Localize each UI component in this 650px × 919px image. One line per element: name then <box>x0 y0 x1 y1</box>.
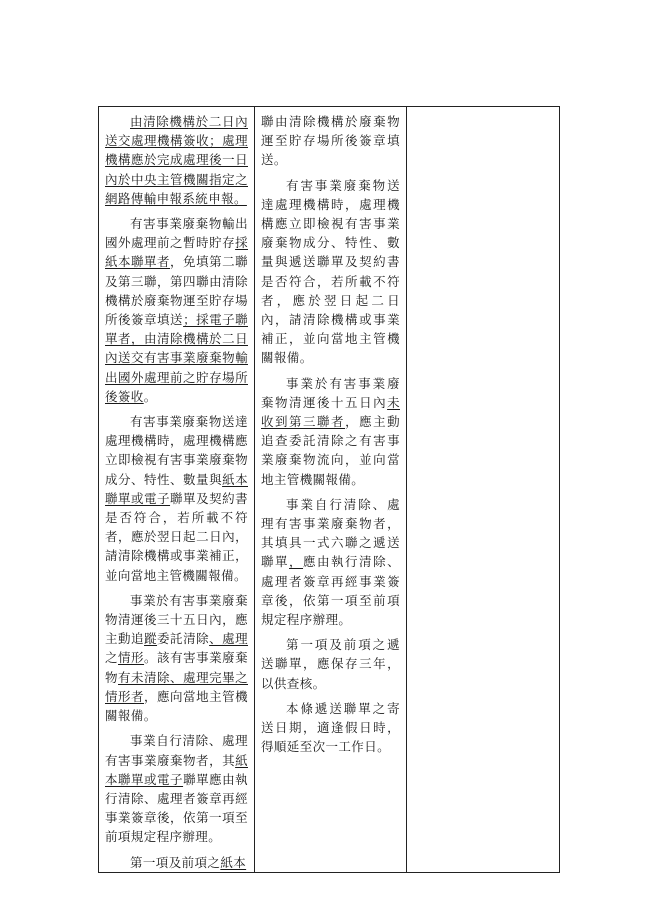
paragraph <box>261 176 400 368</box>
paragraph <box>261 374 400 489</box>
text-segment: 聯單應由執行清除、處理者簽章再經事業簽章後，依第一項至前項規定程序辦理。 <box>105 771 248 845</box>
text-segment: 本條遞送聯單之寄送日期，適逢假日時，得順延至次一工作日。 <box>261 700 400 755</box>
amended-text-segment: 採紙本聯單者 <box>105 235 248 270</box>
paragraph <box>105 112 248 208</box>
text-segment: 聯由清除機構於廢棄物運至貯存場所後簽章填送。 <box>261 114 400 168</box>
amended-text-segment: 、處理 <box>209 631 249 647</box>
text-segment: ，免填第二聯及第三聯，第四聯由清除機構於廢棄物運至貯存場所後簽章填送 <box>105 254 248 328</box>
text-segment: 有害事業廢棄物送達處理機構時，處理機構應立即檢視有害事業廢棄物成分、特性、數量與遞送聯單及契約書是否符合，若所載不符者，應於翌日起二日內，請清除機構或事業補正，並向當地主管機關報備。 <box>261 177 400 366</box>
text-segment: ，應向當地主管機關報備。 <box>105 688 248 724</box>
text-segment: 。該有害事業廢棄物 <box>105 650 249 685</box>
amended-text-segment: 情形 <box>118 650 145 666</box>
amended-text-segment: ， <box>289 554 304 570</box>
paragraph <box>105 412 248 585</box>
amended-text-segment: 有未清除、處理完畢之情形者 <box>105 669 248 704</box>
amended-text-segment: ；採電子聯單者，由清除機構於二日內送交有害事業廢棄物輸出國外處理前之貯存場所後簽收 <box>105 312 248 404</box>
amended-text-column <box>99 107 255 873</box>
amended-text <box>105 112 248 872</box>
explanation-column <box>407 107 560 873</box>
text-segment: 聯單及契約書是否符合，若所載不符者，應於翌日起二日內，請清除機構或事業補正，並向當地主管機關報備。 <box>105 490 248 583</box>
paragraph <box>261 495 400 629</box>
current-text <box>261 112 400 757</box>
text-segment: 事業於有害事業廢棄物清運後十五日內 <box>261 375 400 410</box>
text-segment: ，應主動追查委託清除之有害事業廢棄物流向，並向當地主管機關報備。 <box>261 414 400 487</box>
amended-text-segment: 紙本聯單或電子 <box>105 752 248 787</box>
table-row <box>99 107 560 873</box>
paragraph <box>261 699 400 757</box>
text-segment: 之 <box>105 650 119 666</box>
amended-text-segment: 紙本聯單或電子 <box>105 471 248 506</box>
text-segment: 應由執行清除、處理者簽章再經事業簽章後，依第一項至前項規定程序辦理。 <box>261 554 400 628</box>
text-segment: 有害事業廢棄物輸出國外處理前之暫時貯存 <box>105 216 248 251</box>
text-segment: 。 <box>143 388 157 404</box>
current-text-column <box>255 107 407 873</box>
paragraph <box>105 214 248 406</box>
text-segment: 第一項及前項之 <box>130 854 221 870</box>
text-segment: 第一項及前項之遞送聯單，應保存三年，以供查核。 <box>261 637 400 691</box>
amended-text-segment: 蹤 <box>144 631 158 647</box>
paragraph <box>261 112 400 170</box>
amended-text-segment: 紙本 <box>220 854 247 870</box>
paragraph <box>261 635 400 693</box>
text-segment: 事業自行清除、處理有害事業廢棄物者，其 <box>105 733 248 768</box>
amended-text-segment: 由清除機構於二日內送交處理機構簽收；處理機構應於完成處理後一日內於中央主管機關指定之網路傳輸申報系統申報。 <box>105 114 248 206</box>
amended-text-segment: 未收到第三聯者 <box>261 394 400 430</box>
text-segment: 有害事業廢棄物送達處理機構時，處理機構應立即檢視有害事業廢棄物成分、特性、數量與 <box>105 414 248 487</box>
paragraph <box>105 731 248 846</box>
paragraph <box>105 853 248 872</box>
text-segment: 事業於有害事業廢棄物清運後三十五日內，應主動追 <box>105 592 248 647</box>
amendment-comparison-table <box>98 106 560 873</box>
text-segment: 委託清除 <box>157 631 210 647</box>
text-segment: 事業自行清除、處理有害事業廢棄物者，其填具一式六聯之遞送聯單 <box>261 496 400 570</box>
paragraph <box>105 591 248 725</box>
